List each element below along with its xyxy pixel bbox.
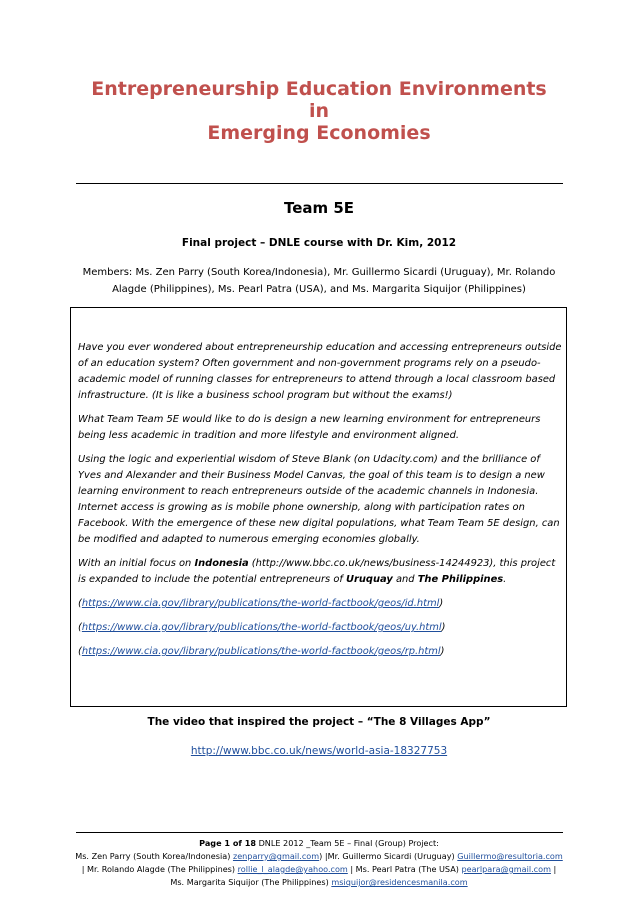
focus-text-4: . [503, 574, 507, 585]
factbook-link-row [78, 596, 563, 612]
horizontal-rule [76, 183, 563, 184]
close-paren: ) [439, 598, 444, 609]
paragraph-goal: What Team Team 5E would like to do is design a new learning environment for entrepreneurs being less academic in tradition and more lifestyle and environment aligned. [78, 414, 541, 441]
project-subtitle: Final project – DNLE course with Dr. Kim, 2012 [181, 237, 457, 249]
factbook-link-row [78, 644, 563, 660]
document-title [60, 78, 578, 144]
footer-line-3 [60, 863, 578, 876]
paragraph-approach: Using the logic and experiential wisdom of Steve Blank (on Udacity.com) and the brilliance of Yves and Alexander and their Business Model Canvas, the goal of this team is to design a new learning environment to reach entrepreneurs outside of the academic channels in Indonesia. Internet access is growing as is mobile phone ownership, along with participation rates on Facebook. With the emergence of these new digital populations, what Team Team 5E design, can be modified and adapted to numerous emerging economies globally. [78, 454, 560, 545]
email-link-zen[interactable]: zenparry@gmail.com [232, 851, 320, 861]
focus-indonesia: Indonesia [194, 558, 249, 569]
video-link[interactable]: http://www.bbc.co.uk/news/world-asia-18327753 [190, 745, 448, 757]
email-link-margarita[interactable]: msiquijor@residencesmanila.com [331, 877, 468, 887]
footer-text: | Ms. Pearl Patra (The USA) [347, 864, 462, 874]
footer-line-4 [60, 876, 578, 889]
email-link-guillermo[interactable]: Guillermo@resultoria.com [457, 851, 563, 861]
focus-philippines: The Philippines [417, 574, 504, 585]
summary-text [78, 340, 563, 668]
video-heading: The video that inspired the project – “The 8 Villages App” [147, 716, 491, 728]
close-paren: ) [440, 646, 445, 657]
page-footer [60, 837, 578, 889]
footer-doc-title: DNLE 2012 _Team 5E – Final (Group) Project: [256, 838, 439, 848]
factbook-link-indonesia[interactable]: https://www.cia.gov/library/publications/the-world-factbook/geos/id.html [81, 598, 440, 609]
factbook-link-uruguay[interactable]: https://www.cia.gov/library/publications/the-world-factbook/geos/uy.html [81, 622, 442, 633]
footer-rule [76, 832, 563, 833]
factbook-link-philippines[interactable]: https://www.cia.gov/library/publications/the-world-factbook/geos/rp.html [81, 646, 441, 657]
email-link-pearl[interactable]: pearlpara@gmail.com [461, 864, 551, 874]
email-link-rolando[interactable]: rollie_l_alagde@yahoo.com [237, 864, 348, 874]
team-heading: Team 5E [283, 199, 355, 217]
factbook-link-row [78, 620, 563, 636]
footer-line-2 [60, 850, 578, 863]
page-number: Page 1 of 18 [199, 838, 256, 848]
paragraph-intro: Have you ever wondered about entrepreneurship education and accessing entrepreneurs outside of an education system? Often government and non-government programs rely on a pseudo-academic model of running classes for entrepreneurs to attend through a local classroom based infrastructure. (It is like a business school program but without the exams!) [78, 342, 562, 401]
open-paren: ( [78, 622, 82, 633]
title-line-1: Entrepreneurship Education Environments [91, 78, 547, 100]
title-line-3: Emerging Economies [207, 122, 431, 144]
focus-text-2: (http://www.bbc.co.uk/news/business-14244923), this project is expanded to include the potential entrepreneurs of [78, 558, 556, 585]
footer-text: ) |Mr. Guillermo Sicardi (Uruguay) [319, 851, 458, 861]
focus-text-1: With an initial focus on [78, 558, 195, 569]
footer-text: | [550, 864, 557, 874]
open-paren: ( [78, 646, 82, 657]
title-line-2: in [308, 100, 330, 122]
footer-line-1 [60, 837, 578, 850]
footer-text: Ms. Margarita Siquijor (The Philippines) [170, 877, 332, 887]
focus-uruguay: Uruquay [346, 574, 393, 585]
members-list: Members: Ms. Zen Parry (South Korea/Indonesia), Mr. Guillermo Sicardi (Uruguay), Mr. Rolando Alagde (Philippines), Ms. Pearl Patra (USA), and Ms. Margarita Siquijor (Philippines) [82, 267, 556, 295]
paragraph-focus [78, 556, 563, 588]
footer-text: Ms. Zen Parry (South Korea/Indonesia) [75, 851, 233, 861]
open-paren: ( [78, 598, 82, 609]
summary-box [70, 307, 567, 707]
footer-text: | Mr. Rolando Alagde (The Philippines) [81, 864, 238, 874]
focus-text-3: and [392, 574, 418, 585]
close-paren: ) [441, 622, 446, 633]
